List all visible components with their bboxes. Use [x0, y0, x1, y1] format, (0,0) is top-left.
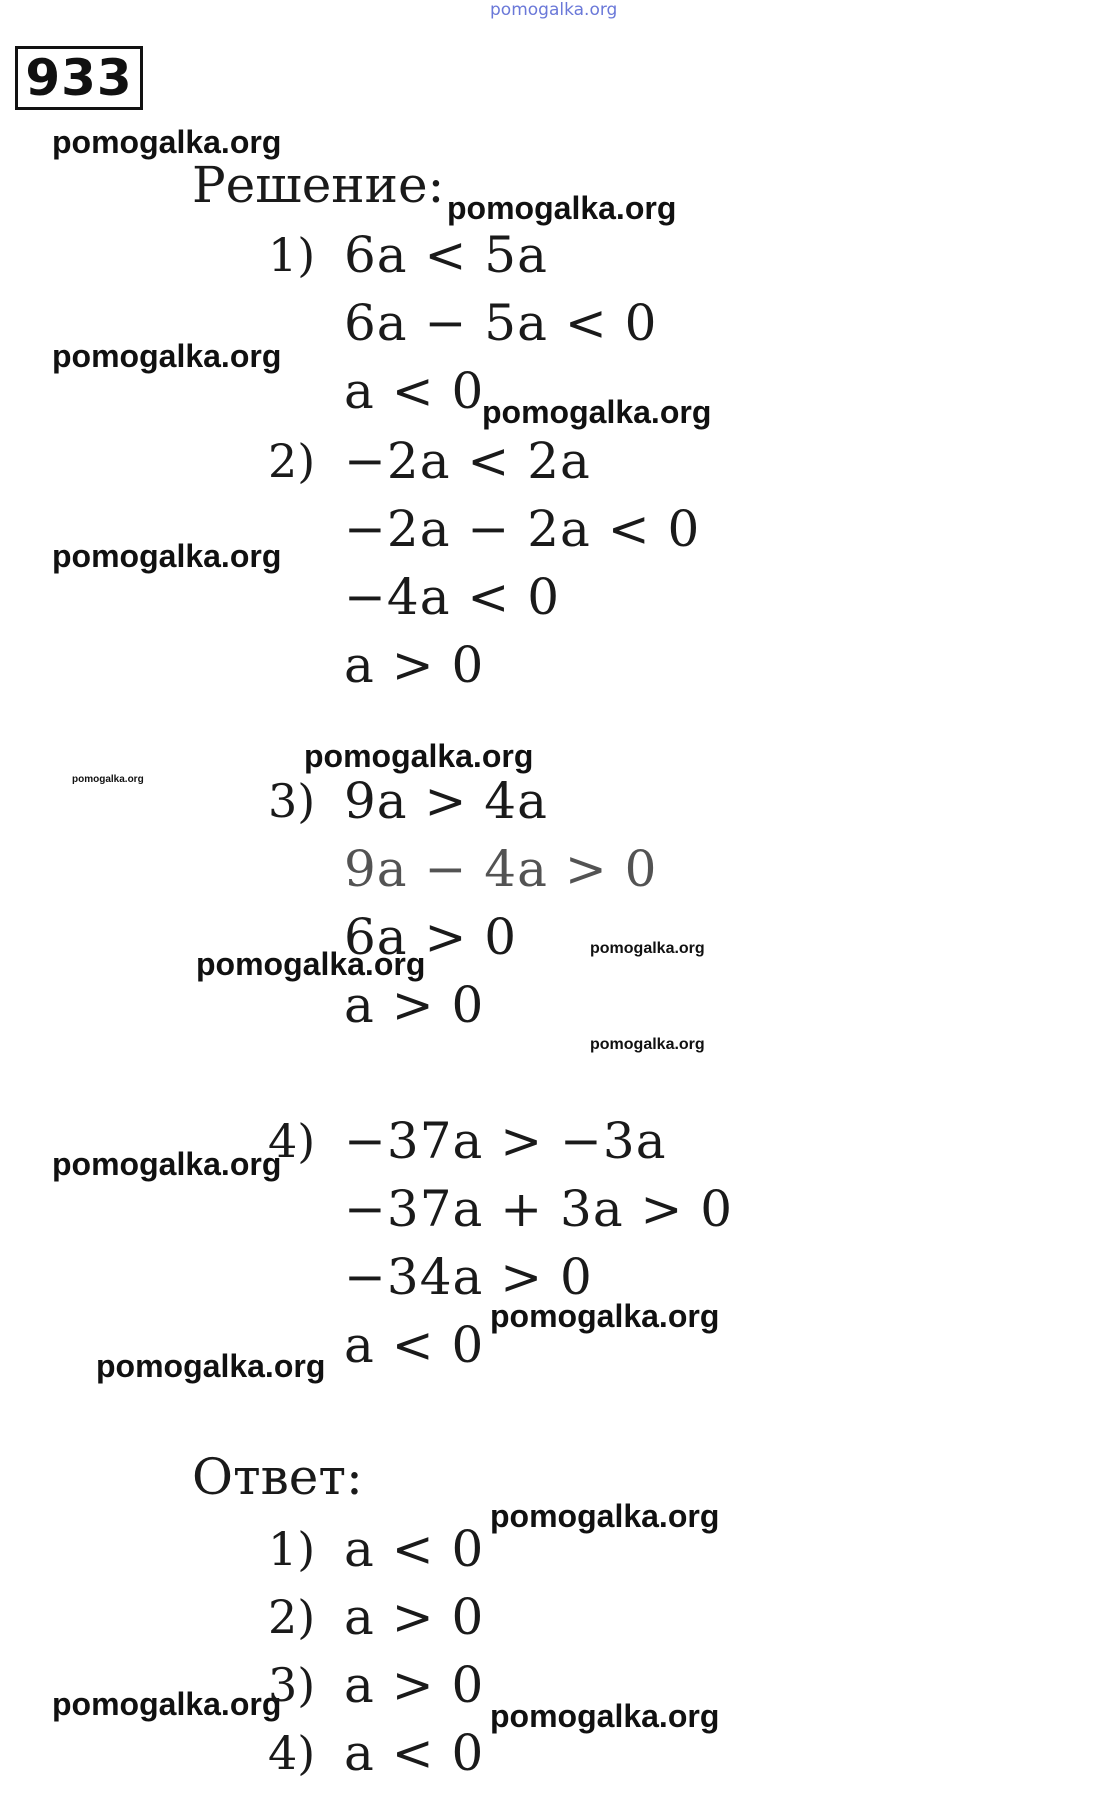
- watermark-text: pomogalka.org: [447, 190, 677, 226]
- answer-heading: Ответ:: [192, 1448, 363, 1506]
- answer-value: a < 0: [344, 1724, 485, 1782]
- equation-line: a > 0: [344, 636, 485, 694]
- solution-heading: Решение:: [192, 156, 445, 214]
- equation-line: −34a > 0: [344, 1248, 593, 1306]
- watermark-text: pomogalka.org: [96, 1348, 326, 1384]
- equation-line: −37a + 3a > 0: [344, 1180, 734, 1238]
- watermark-text: pomogalka.org: [52, 124, 282, 160]
- answer-label: 4): [268, 1726, 316, 1780]
- equation-line: 9a − 4a > 0: [344, 840, 658, 898]
- top-watermark: pomogalka.org: [490, 0, 618, 20]
- part-label: 4): [268, 1114, 316, 1168]
- watermark-text: pomogalka.org: [490, 1498, 720, 1534]
- watermark-text: pomogalka.org: [304, 738, 534, 774]
- answer-value: a < 0: [344, 1520, 485, 1578]
- equation-line: a < 0: [344, 362, 485, 420]
- equation-line: −4a < 0: [344, 568, 561, 626]
- equation-line: −2a − 2a < 0: [344, 500, 701, 558]
- watermark-text: pomogalka.org: [490, 1298, 720, 1334]
- watermark-text: pomogalka.org: [52, 338, 282, 374]
- answer-label: 2): [268, 1590, 316, 1644]
- equation-line: −2a < 2a: [344, 432, 591, 490]
- watermark-text: pomogalka.org: [72, 774, 144, 785]
- watermark-text: pomogalka.org: [52, 1686, 282, 1722]
- part-label: 2): [268, 434, 316, 488]
- equation-line: 9a > 4a: [344, 772, 548, 830]
- equation-line: a < 0: [344, 1316, 485, 1374]
- equation-line: −37a > −3a: [344, 1112, 667, 1170]
- equation-line: 6a − 5a < 0: [344, 294, 658, 352]
- part-label: 1): [268, 228, 316, 282]
- watermark-text: pomogalka.org: [590, 1036, 705, 1053]
- equation-line: a > 0: [344, 976, 485, 1034]
- watermark-text: pomogalka.org: [590, 940, 705, 957]
- watermark-text: pomogalka.org: [490, 1698, 720, 1734]
- answer-value: a > 0: [344, 1588, 485, 1646]
- watermark-text: pomogalka.org: [482, 394, 712, 430]
- answer-label: 1): [268, 1522, 316, 1576]
- answer-value: a > 0: [344, 1656, 485, 1714]
- problem-number-box: 933: [15, 46, 143, 110]
- answer-label: 3): [268, 1658, 316, 1712]
- part-label: 3): [268, 774, 316, 828]
- equation-line: 6a < 5a: [344, 226, 548, 284]
- watermark-text: pomogalka.org: [52, 1146, 282, 1182]
- watermark-text: pomogalka.org: [196, 946, 426, 982]
- equation-line: 6a > 0: [344, 908, 518, 966]
- watermark-text: pomogalka.org: [52, 538, 282, 574]
